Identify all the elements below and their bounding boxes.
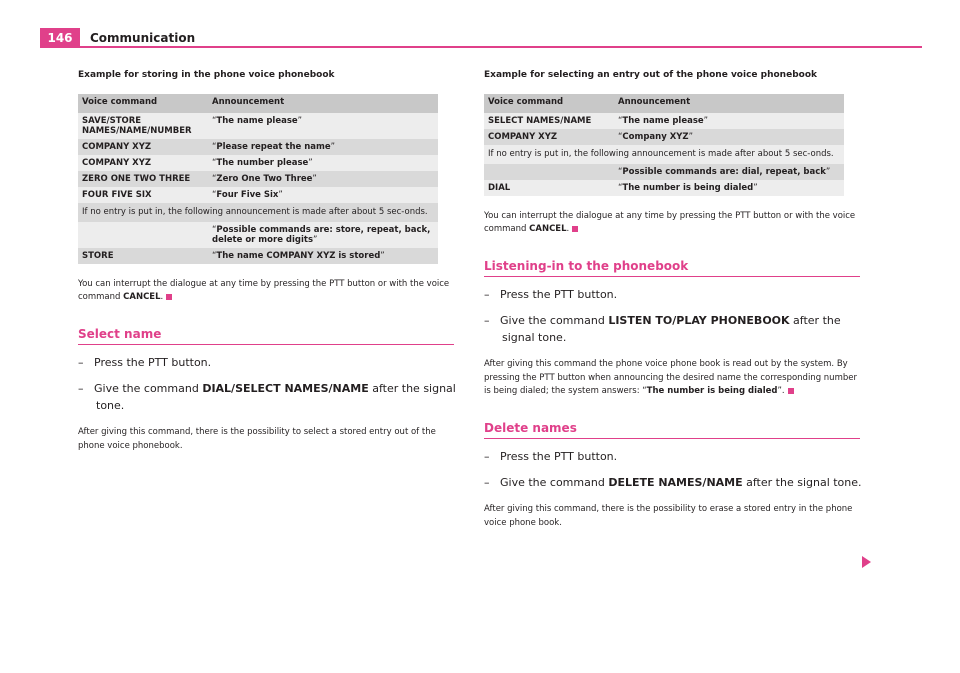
section-title: Listening-in to the phonebook — [484, 259, 860, 277]
info-paragraph: After giving this command, there is the possibility to erase a stored entry in the phone voice phone book. — [484, 503, 853, 528]
table-row — [484, 113, 844, 129]
interrupt-paragraph: You can interrupt the dialogue at any time by pressing the PTT button or with the voice command CANCEL. — [78, 278, 450, 303]
announcement: “Possible commands are: store, repeat, back, delete or more digits” — [208, 222, 438, 248]
voice-command: ZERO ONE TWO THREE — [78, 171, 208, 187]
table-row — [78, 187, 438, 203]
step-item: – Press the PTT button. — [78, 355, 212, 369]
table-row — [78, 248, 438, 264]
left-table-title: Example for storing in the phone voice phonebook — [78, 70, 335, 80]
column-header: Announcement — [614, 94, 844, 113]
table-row — [78, 155, 438, 171]
announcement: “Zero One Two Three” — [208, 171, 438, 187]
announcement: “The name please” — [614, 113, 844, 129]
table-row — [78, 139, 438, 155]
column-header: Voice command — [484, 94, 614, 113]
step-item: – Give the command DIAL/SELECT NAMES/NAME after the signal tone. — [78, 381, 456, 413]
step-item: – Press the PTT button. — [484, 449, 618, 463]
right-column — [484, 70, 864, 530]
storing-table — [78, 94, 438, 264]
voice-command: SAVE/STORE NAMES/NAME/NUMBER — [78, 113, 208, 139]
announcement: “The name please” — [208, 113, 438, 139]
section-listening-in — [484, 259, 864, 399]
announcement: “Four Five Six” — [208, 187, 438, 203]
table-note: If no entry is put in, the following announcement is made after about 5 sec-onds. — [78, 203, 438, 222]
interrupt-paragraph: You can interrupt the dialogue at any time by pressing the PTT button or with the voice command CANCEL. — [484, 210, 856, 235]
table-row — [78, 113, 438, 139]
section-title: Delete names — [484, 421, 860, 439]
voice-command: DIAL — [484, 180, 614, 196]
column-header: Voice command — [78, 94, 208, 113]
table-header-row — [484, 94, 844, 113]
section-delete-names — [484, 421, 864, 530]
section-select-name — [78, 327, 458, 453]
announcement: “Company XYZ” — [614, 129, 844, 145]
voice-command: FOUR FIVE SIX — [78, 187, 208, 203]
table-header-row — [78, 94, 438, 113]
step-item: – Give the command DELETE NAMES/NAME after the signal tone. — [484, 475, 862, 489]
step-item: – Press the PTT button. — [484, 287, 618, 301]
column-header: Announcement — [208, 94, 438, 113]
table-row — [78, 222, 438, 248]
announcement: “Possible commands are: dial, repeat, back” — [614, 164, 844, 180]
voice-command — [484, 164, 614, 180]
end-marker-icon — [788, 388, 794, 394]
voice-command: COMPANY XYZ — [484, 129, 614, 145]
table-row — [484, 180, 844, 196]
table-note-row — [484, 145, 844, 164]
page-number: 146 — [40, 28, 80, 48]
right-table-title: Example for selecting an entry out of the phone voice phonebook — [484, 70, 817, 80]
voice-command: SELECT NAMES/NAME — [484, 113, 614, 129]
left-column — [78, 70, 458, 453]
voice-command: COMPANY XYZ — [78, 155, 208, 171]
end-marker-icon — [572, 226, 578, 232]
header-rule — [80, 46, 922, 48]
announcement: “The name COMPANY XYZ is stored” — [208, 248, 438, 264]
voice-command: COMPANY XYZ — [78, 139, 208, 155]
table-row — [484, 129, 844, 145]
table-note-row — [78, 203, 438, 222]
end-marker-icon — [166, 294, 172, 300]
announcement: “The number please” — [208, 155, 438, 171]
table-row — [484, 164, 844, 180]
voice-command: STORE — [78, 248, 208, 264]
announcement: “Please repeat the name” — [208, 139, 438, 155]
announcement: “The number is being dialed” — [614, 180, 844, 196]
page-title: Communication — [90, 31, 196, 45]
selecting-table — [484, 94, 844, 196]
step-item: – Give the command LISTEN TO/PLAY PHONEBOOK after the signal tone. — [484, 313, 841, 345]
info-paragraph: After giving this command the phone voice phone book is read out by the system. By pressing the PTT button when announcing the desired name the corresponding number is being dialed; the system answers: “The number is being dialed”. — [484, 359, 857, 397]
info-paragraph: After giving this command, there is the possibility to select a stored entry out of the phone voice phonebook. — [78, 427, 436, 451]
voice-command — [78, 222, 208, 248]
section-title: Select name — [78, 327, 454, 345]
next-page-arrow-icon[interactable] — [862, 556, 871, 568]
table-note: If no entry is put in, the following announcement is made after about 5 sec-onds. — [484, 145, 844, 164]
table-row — [78, 171, 438, 187]
